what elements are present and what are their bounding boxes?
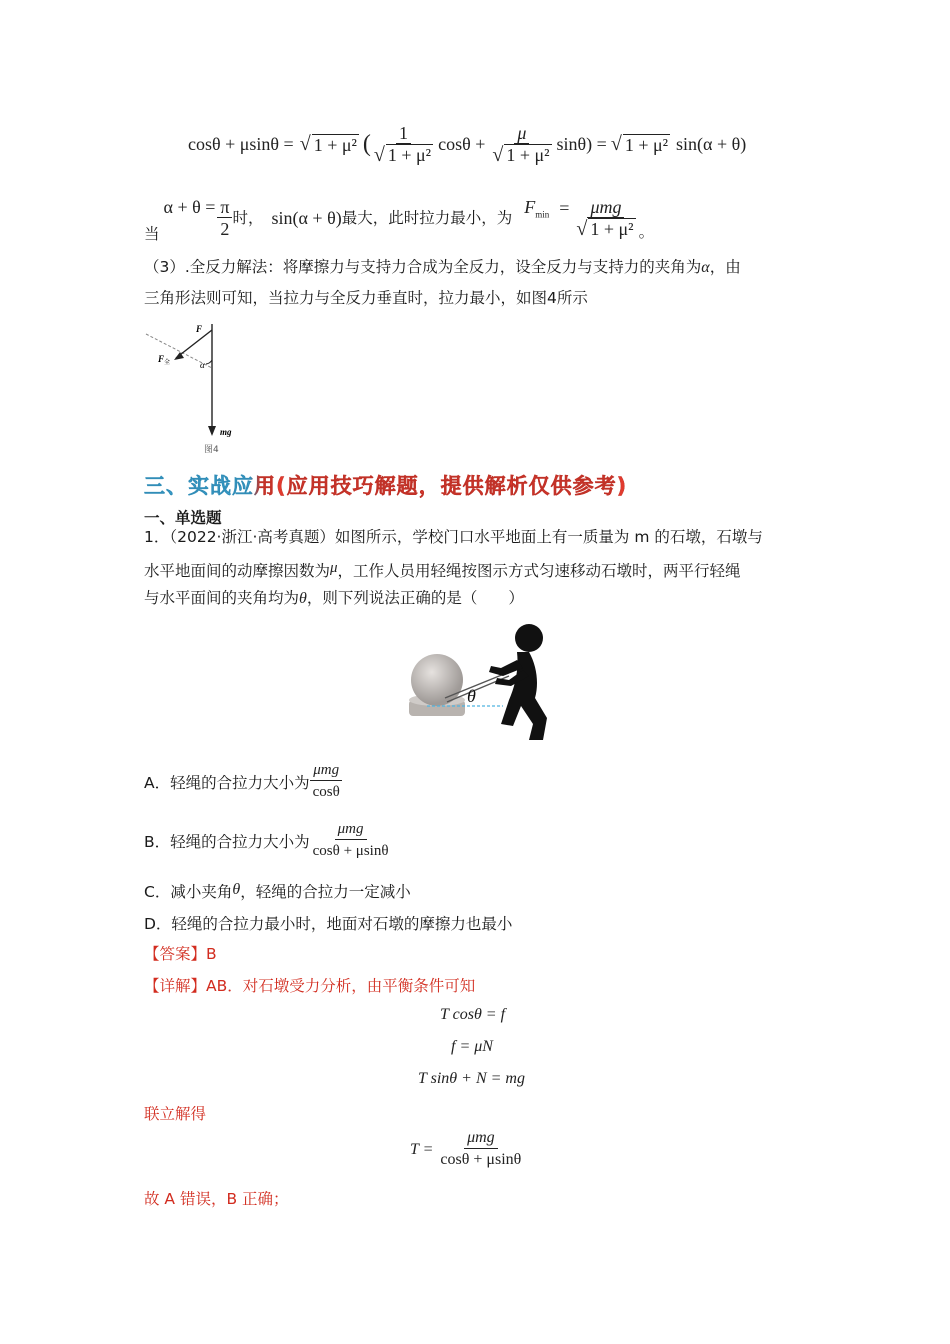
condition-frac: $\frac{\pi}{2}$ — [217, 197, 232, 240]
figure-theta-label: θ — [467, 686, 476, 706]
question-figure-stone-pier — [405, 620, 555, 745]
fig4-caption: 图4 — [204, 445, 219, 455]
fig4-label-mg: mg — [220, 427, 232, 437]
formula-frac-1-den: √ 1 + μ² — [373, 143, 432, 166]
option-B: B．轻绳的合拉力大小为 $\frac{\text{μmg}}{\cos\theta + \mu\sin\theta}$ — [144, 821, 389, 859]
condition-shi: 时， — [232, 209, 264, 227]
formula-frac-2 — [489, 123, 554, 166]
condition-lhs: α + θ = — [163, 196, 216, 217]
condition-sin-expr: sin(α + θ) — [271, 207, 342, 228]
option-C: C．减小夹角θ，轻绳的合拉力一定减小 — [144, 881, 411, 901]
formula-auxiliary-angle: cosθ + μsinθ = √ 1 + μ² ( $\frac{1}{\text{√ 1 + μ²}}$ cosθ + $\frac{\mu}{\text{√ 1 + μ²}}$ sinθ) = √ 1 + μ² sin(α + θ) — [188, 122, 747, 166]
detail-line: 【详解】AB．对石墩受力分析，由平衡条件可知 — [144, 977, 476, 995]
equation-4: T = $\frac{\text{μmg}}{\cos\theta + \mu\sin\theta}$ — [410, 1129, 522, 1168]
fig4-label-F: F — [196, 324, 203, 334]
option-D: D．轻绳的合拉力最小时，地面对石墩的摩擦力也最小 — [144, 915, 513, 933]
formula-sqrt-1: 1 + μ² — [313, 134, 357, 155]
answer-line: 【答案】B — [144, 945, 217, 963]
fmin-eq: = — [559, 197, 570, 218]
formula-frac-1-num: 1 — [396, 123, 411, 144]
figure-4-force-triangle — [144, 320, 254, 460]
formula-frac-2-num: μ — [514, 123, 529, 144]
formula-paren-open: ( — [362, 130, 371, 157]
condition-end: 。 — [638, 223, 655, 241]
formula-frac-2-den: √ 1 + μ² — [492, 143, 550, 166]
method3-line-1: （3）.全反力解法：将摩擦力与支持力合成为全反力，设全反力与支持力的夹角为α，由 — [144, 258, 741, 276]
fmin-frac: $\frac{\text{μmg}}{\text{√ 1 + μ²}}$ — [576, 196, 634, 240]
option-A: A．轻绳的合拉力大小为 $\frac{\text{μmg}}{\cos\theta}$ — [144, 760, 343, 803]
condition-prefix: 当 — [144, 225, 160, 243]
formula-tail: sin(α + θ) — [676, 133, 747, 154]
equation-1: T cosθ = f — [440, 1006, 506, 1023]
subheading-single-choice: 一、单选题 — [144, 509, 222, 527]
conclusion-line: 故 A 错误，B 正确； — [144, 1190, 289, 1208]
formula-sqrt-2: 1 + μ² — [624, 134, 669, 155]
equation-2: f = μN — [451, 1038, 493, 1055]
question-line-3: 与水平面间的夹角均为θ，则下列说法正确的是（ ） — [144, 589, 524, 607]
formula-frac-1 — [371, 123, 436, 166]
fig4-label-Fq: F — [158, 354, 165, 364]
section-3-title: 三、实战应用(应用技巧解题，提供解析仅供参考) — [144, 474, 628, 498]
question-line-1: 1．（2022·浙江·高考真题）如图所示，学校门口水平地面上有一质量为 m 的石墩，石墩与 — [144, 528, 763, 546]
formula-mid-2: sinθ) = — [556, 133, 607, 154]
formula-mid-1: cosθ + — [438, 133, 486, 154]
equation-3: T sinθ + N = mg — [418, 1070, 525, 1087]
method3-line-2: 三角形法则可知，当拉力与全反力垂直时，拉力最小，如图4所示 — [144, 289, 588, 307]
solve-text: 联立解得 — [144, 1105, 207, 1123]
condition-line — [144, 188, 654, 248]
fig4-label-alpha: α — [200, 360, 205, 370]
fig4-label-Fq-sub: 全 — [164, 359, 171, 366]
formula-lhs: cosθ + μsinθ = — [188, 133, 294, 154]
fmin-label: $F_{min}$ — [524, 196, 550, 220]
question-line-2: 水平地面间的动摩擦因数为μ，工作人员用轻绳按图示方式匀速移动石墩时，两平行轻绳 — [144, 560, 741, 580]
condition-middle-text: 最大，此时拉力最小，为 — [341, 209, 513, 227]
